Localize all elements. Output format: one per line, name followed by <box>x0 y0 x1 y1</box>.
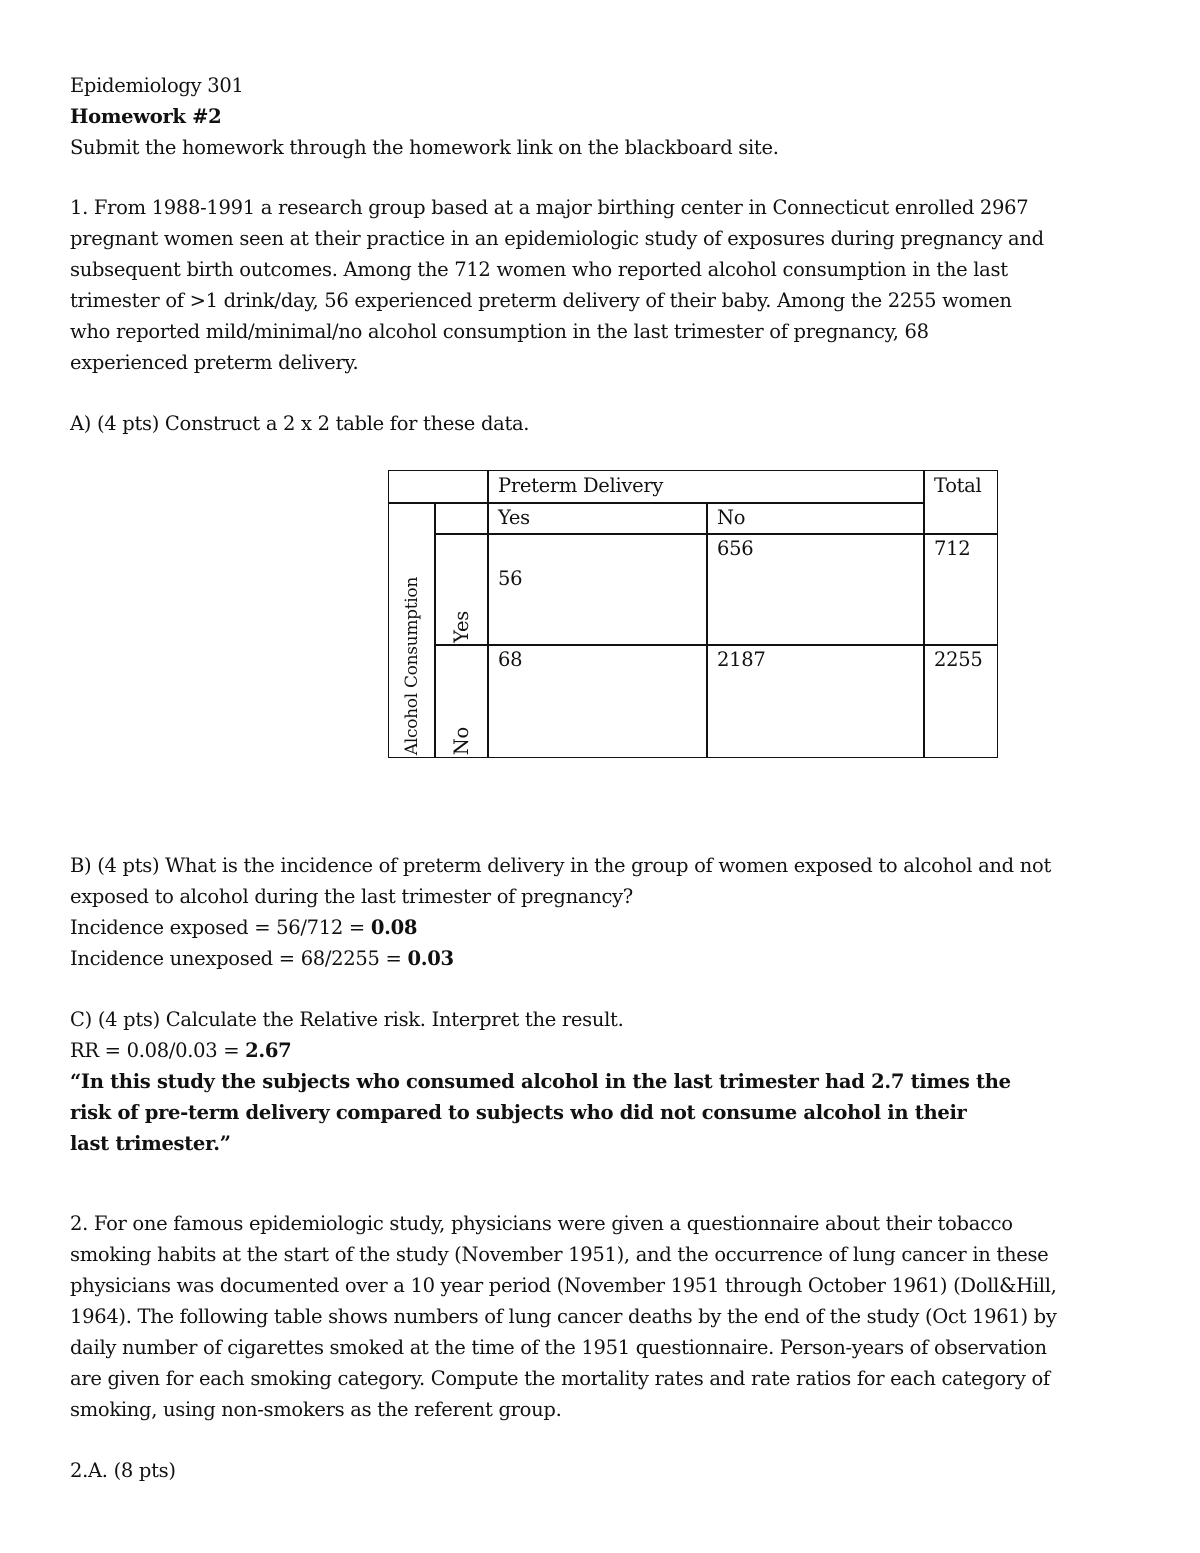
cell-no-total: 2255 <box>923 644 998 758</box>
q2-line: are given for each smoking category. Compute the mortality rates and rate ratios for each category of <box>70 1367 1050 1390</box>
incidence-unexposed-label: Incidence unexposed = 68/2255 = <box>70 947 408 970</box>
q2a-label: 2.A. (8 pts) <box>70 1459 176 1482</box>
row-header-alcohol: Alcohol Consumption <box>388 502 436 758</box>
q2-line: smoking habits at the start of the study (November 1951), and the occurrence of lung cancer in these <box>70 1243 1049 1266</box>
incidence-exposed <box>70 912 1150 943</box>
contingency-table <box>388 470 998 758</box>
empty-corner-cell <box>388 470 489 504</box>
col-header-total: Total <box>923 470 998 535</box>
empty-cell <box>434 502 489 535</box>
q1c <box>70 1004 1150 1159</box>
interpretation-line: risk of pre-term delivery compared to subjects who did not consume alcohol in their <box>70 1101 967 1124</box>
q1-text <box>70 192 1150 378</box>
header <box>70 70 1150 163</box>
q1c-prompt: C) (4 pts) Calculate the Relative risk. Interpret the result. <box>70 1008 624 1031</box>
q2-line: 1964). The following table shows numbers of lung cancer deaths by the end of the study (Oct 1961) by <box>70 1305 1057 1328</box>
q1b-line: B) (4 pts) What is the incidence of preterm delivery in the group of women exposed to alcohol and not <box>70 854 1051 877</box>
cell-yes-no: 656 <box>706 533 925 646</box>
interpretation-line: “In this study the subjects who consumed alcohol in the last trimester had 2.7 times the <box>70 1070 1011 1093</box>
col-yes: Yes <box>487 502 708 535</box>
row-no: No <box>434 644 489 758</box>
course-name: Epidemiology 301 <box>70 74 244 97</box>
q2-line: daily number of cigarettes smoked at the time of the 1951 questionnaire. Person-years of observation <box>70 1336 1047 1359</box>
relative-risk <box>70 1035 1150 1066</box>
rr-label: RR = 0.08/0.03 = <box>70 1039 246 1062</box>
q1-line: who reported mild/minimal/no alcohol consumption in the last trimester of pregnancy, 68 <box>70 320 929 343</box>
cell-no-no: 2187 <box>706 644 925 758</box>
q1-line: experienced preterm delivery. <box>70 351 359 374</box>
q2-line: physicians was documented over a 10 year period (November 1951 through October 1961) (Doll&Hill, <box>70 1274 1057 1297</box>
incidence-exposed-label: Incidence exposed = 56/712 = <box>70 916 371 939</box>
interpretation-line: last trimester.” <box>70 1132 231 1155</box>
row-yes: Yes <box>434 533 489 646</box>
incidence-exposed-answer: 0.08 <box>370 916 418 939</box>
cell-yes-yes: 56 <box>487 533 708 646</box>
q1-line: trimester of >1 drink/day, 56 experienced preterm delivery of their baby. Among the 2255 women <box>70 289 1012 312</box>
instructions: Submit the homework through the homework link on the blackboard site. <box>70 136 779 159</box>
rr-answer: 2.67 <box>245 1039 292 1062</box>
incidence-unexposed-answer: 0.03 <box>407 947 454 970</box>
q1-line: pregnant women seen at their practice in an epidemiologic study of exposures during pregnancy and <box>70 227 1044 250</box>
q2-text <box>70 1208 1150 1425</box>
col-no: No <box>706 502 925 535</box>
q1b <box>70 850 1150 974</box>
cell-yes-total: 712 <box>923 533 998 646</box>
q2-line: smoking, using non-smokers as the referent group. <box>70 1398 562 1421</box>
incidence-unexposed <box>70 943 1150 974</box>
q1-line: subsequent birth outcomes. Among the 712 women who reported alcohol consumption in the last <box>70 258 1008 281</box>
q1b-line: exposed to alcohol during the last trimester of pregnancy? <box>70 885 633 908</box>
q2-line: 2. For one famous epidemiologic study, physicians were given a questionnaire about their tobacco <box>70 1212 1013 1235</box>
cell-no-yes: 68 <box>487 644 708 758</box>
q1-line: 1. From 1988-1991 a research group based at a major birthing center in Connecticut enrolled 2967 <box>70 196 1029 219</box>
col-header-preterm: Preterm Delivery <box>487 470 925 504</box>
q1a-prompt: A) (4 pts) Construct a 2 x 2 table for these data. <box>70 412 530 435</box>
homework-title: Homework #2 <box>70 105 222 128</box>
